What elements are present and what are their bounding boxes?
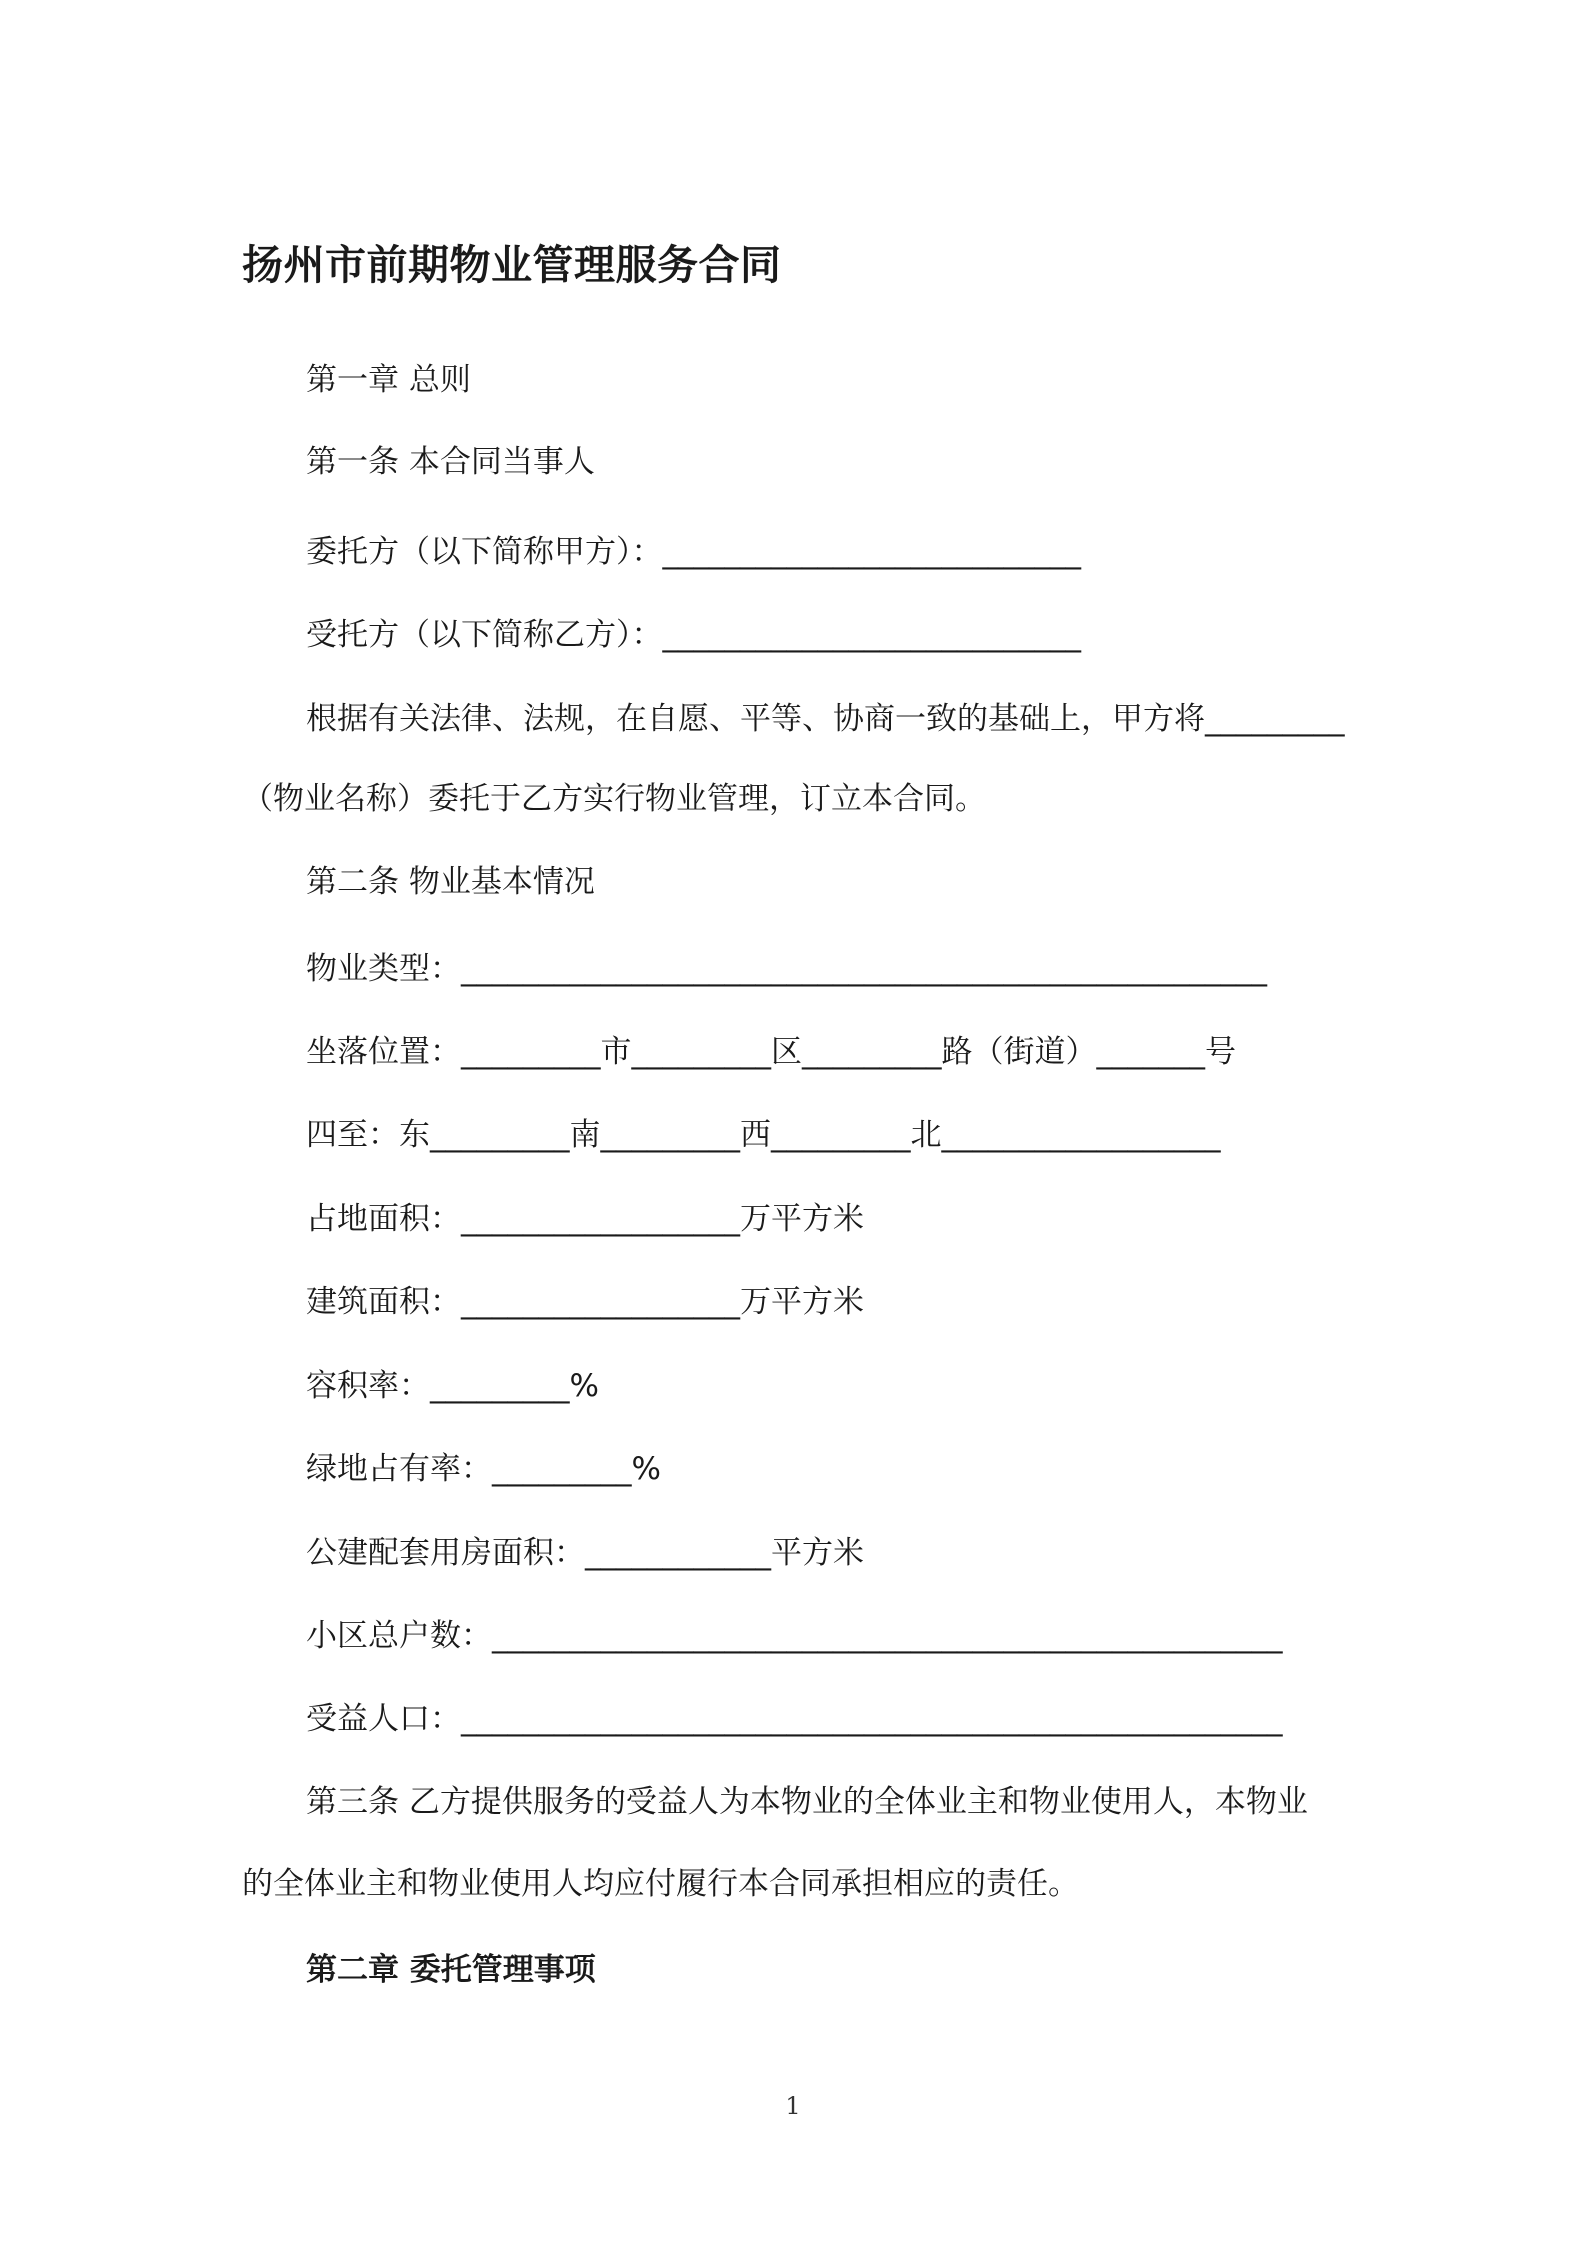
land-area-field: 占地面积：__________________万平方米 [306, 1201, 864, 1237]
chapter-heading: 第一章 总则 [306, 362, 471, 398]
building-area-field: 建筑面积：__________________万平方米 [306, 1284, 864, 1320]
paragraph-line: （物业名称）委托于乙方实行物业管理，订立本合同。 [242, 781, 986, 817]
plot-ratio-field: 容积率：_________% [306, 1368, 599, 1404]
party-a-field: 委托方（以下简称甲方）：___________________________ [306, 534, 1081, 570]
paragraph-line: 第三条 乙方提供服务的受益人为本物业的全体业主和物业使用人，本物业 [306, 1784, 1308, 1820]
page-number: 1 [785, 2092, 801, 2120]
article-heading: 第一条 本合同当事人 [306, 444, 595, 480]
households-field: 小区总户数：___________________________________________________ [306, 1618, 1283, 1654]
document-title: 扬州市前期物业管理服务合同 [242, 241, 782, 289]
party-b-field: 受托方（以下简称乙方）：___________________________ [306, 617, 1081, 653]
article-heading: 第二条 物业基本情况 [306, 864, 595, 900]
chapter-heading: 第二章 委托管理事项 [306, 1952, 596, 1988]
paragraph-line: 根据有关法律、法规，在自愿、平等、协商一致的基础上，甲方将_________ [306, 701, 1345, 737]
property-type-field: 物业类型：____________________________________________________ [306, 951, 1267, 987]
boundaries-field: 四至：东_________南_________西_________北__________________ [306, 1117, 1221, 1153]
beneficiary-population-field: 受益人口：_____________________________________________________ [306, 1701, 1283, 1737]
green-ratio-field: 绿地占有率：_________% [306, 1451, 661, 1487]
public-facility-area-field: 公建配套用房面积：____________平方米 [306, 1535, 864, 1571]
paragraph-line: 的全体业主和物业使用人均应付履行本合同承担相应的责任。 [242, 1866, 1079, 1902]
location-field: 坐落位置：_________市_________区_________路（街道）_______号 [306, 1034, 1236, 1070]
